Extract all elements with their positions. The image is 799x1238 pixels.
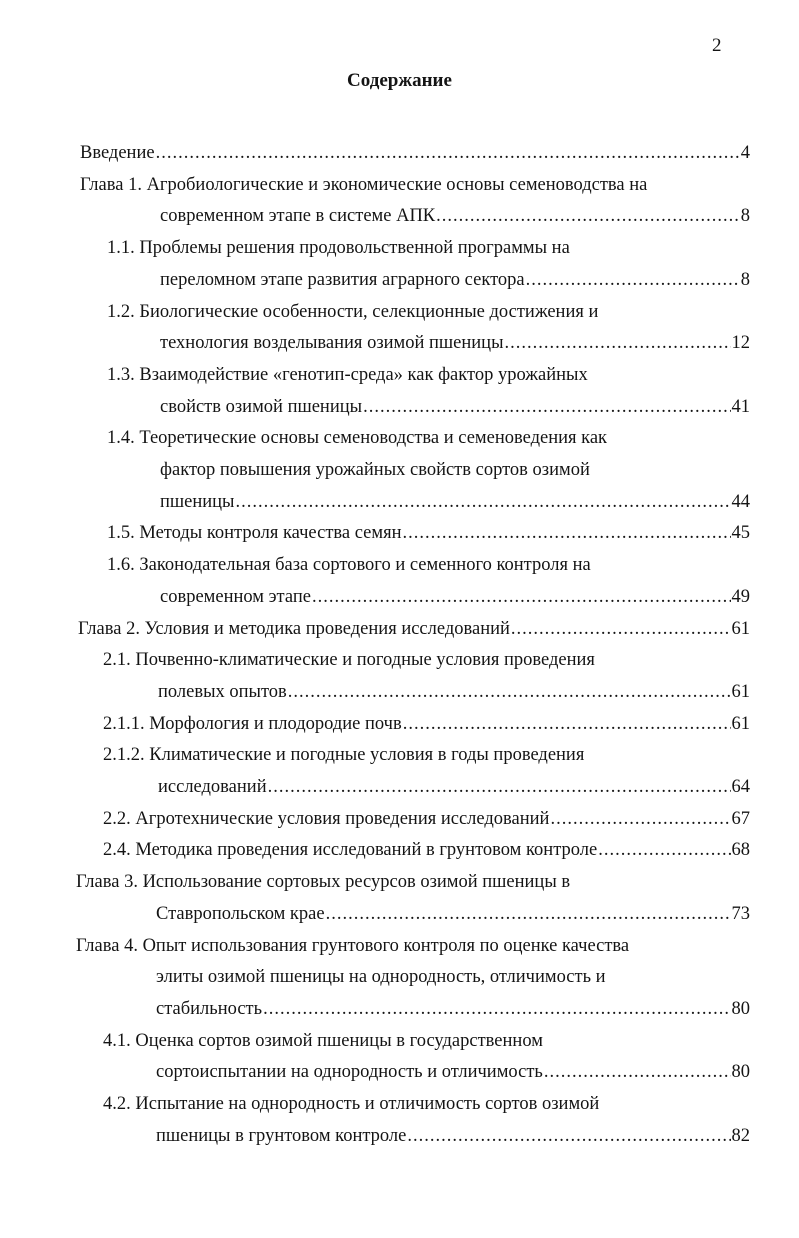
dot-leader (268, 774, 731, 800)
toc-line (160, 394, 750, 420)
dot-leader (505, 330, 731, 356)
toc-line (160, 330, 750, 356)
toc-line (107, 362, 588, 388)
toc-line (156, 996, 750, 1022)
toc-entry-text: элиты озимой пшеницы на однородность, отличимость и (156, 967, 606, 988)
toc-line (103, 1091, 599, 1117)
dot-leader (312, 584, 731, 610)
toc-page-number: 67 (731, 808, 750, 829)
toc-line (107, 520, 750, 546)
toc-page-number: 80 (731, 998, 750, 1019)
toc-line (156, 1123, 750, 1149)
page-number: 2 (712, 35, 722, 56)
toc-page-number: 82 (731, 1125, 750, 1146)
toc-entry-text: 1.1. Проблемы решения продовольственной программы на (107, 238, 570, 259)
dot-leader (526, 267, 740, 293)
toc-entry-text: 4.1. Оценка сортов озимой пшеницы в государственном (103, 1030, 543, 1051)
toc-line (160, 584, 750, 610)
toc-entry-text: Введение (80, 143, 155, 163)
toc-entry-text: Глава 4. Опыт использования грунтового контроля по оценке качества (76, 935, 630, 956)
toc-page-number: 61 (731, 713, 750, 734)
toc-line (158, 774, 750, 800)
toc-entry-text: современном этапе в системе АПК (160, 206, 436, 227)
toc-line (160, 489, 750, 515)
toc-line (80, 172, 647, 198)
toc-entry-text: Ставропольском крае (156, 903, 325, 924)
dot-leader (363, 394, 730, 420)
page-title: Содержание (347, 70, 452, 91)
toc-page-number: 73 (731, 903, 750, 924)
toc-entry-text: 2.2. Агротехнические условия проведения исследований (103, 808, 550, 829)
toc-entry-text: исследований (158, 777, 267, 797)
toc-entry-text: сортоиспытании на однородность и отличимость (156, 1062, 543, 1083)
toc-page-number: 8 (740, 206, 750, 227)
dot-leader (326, 901, 731, 927)
toc-entry-text: 1.3. Взаимодействие «генотип-среда» как фактор урожайных (107, 364, 588, 385)
toc-line (80, 140, 750, 166)
toc-entry-text: 1.2. Биологические особенности, селекционные достижения и (107, 301, 599, 322)
toc-entry-text: Глава 3. Использование сортовых ресурсов озимой пшеницы в (76, 872, 571, 893)
toc-entry-text: 1.6. Законодательная база сортового и семенного контроля на (107, 555, 591, 576)
toc-page-number: 4 (740, 143, 750, 163)
toc-line (156, 901, 750, 927)
toc-line (76, 933, 629, 959)
toc-line (103, 1028, 543, 1054)
toc-page-number: 61 (731, 618, 750, 639)
toc-page-number: 8 (740, 269, 750, 290)
toc-line (76, 869, 570, 895)
toc-line (156, 1059, 750, 1085)
toc-page-number: 44 (731, 491, 750, 512)
dot-leader (288, 679, 731, 705)
dot-leader (436, 203, 740, 229)
toc-line (103, 647, 595, 673)
dot-leader (263, 996, 730, 1022)
toc-entry-text: свойств озимой пшеницы (160, 396, 363, 417)
toc-line (107, 235, 570, 261)
toc-entry-text: Глава 1. Агробиологические и экономические основы семеноводства на (80, 174, 648, 195)
toc-page-number: 49 (731, 586, 750, 607)
toc-page-number: 41 (731, 396, 750, 417)
dot-leader (403, 711, 731, 737)
toc-entry-text: Глава 2. Условия и методика проведения исследований (78, 618, 510, 639)
toc-entry-text: полевых опытов (158, 681, 287, 702)
toc-line (107, 552, 591, 578)
toc-line (103, 806, 750, 832)
toc-entry-text: пшеницы в грунтовом контроле (156, 1125, 407, 1146)
toc-entry-text: 2.1.2. Климатические и погодные условия в годы проведения (103, 745, 585, 766)
toc-line (103, 837, 750, 863)
toc-line (107, 299, 598, 325)
dot-leader (236, 489, 731, 515)
toc-line (160, 457, 590, 483)
toc-entry-text: переломном этапе развития аграрного сектора (160, 269, 525, 290)
toc-line (160, 267, 750, 293)
toc-entry-text: технология возделывания озимой пшеницы (160, 333, 504, 354)
dot-leader (544, 1059, 731, 1085)
toc-entry-text: фактор повышения урожайных свойств сортов озимой (160, 460, 590, 480)
toc-entry-text: 2.1. Почвенно-климатические и погодные условия проведения (103, 650, 595, 671)
toc-line (160, 203, 750, 229)
dot-leader (156, 140, 740, 166)
toc-entry-text: стабильность (156, 998, 263, 1019)
dot-leader (403, 520, 731, 546)
toc-line (78, 616, 750, 642)
toc-page-number: 68 (731, 840, 750, 861)
dot-leader (550, 806, 730, 832)
toc-entry-text: 4.2. Испытание на однородность и отличимость сортов озимой (103, 1094, 600, 1114)
toc-line (103, 711, 750, 737)
toc-line (107, 425, 607, 451)
toc-entry-text: 1.5. Методы контроля качества семян (107, 523, 402, 544)
toc-page-number: 12 (731, 333, 750, 354)
toc-page-number: 61 (731, 681, 750, 702)
toc-entry-text: 2.1.1. Морфология и плодородие почв (103, 713, 402, 734)
toc-line (156, 964, 606, 990)
toc-entry-text: современном этапе (160, 586, 311, 607)
toc-entry-text: 2.4. Методика проведения исследований в грунтовом контроле (103, 840, 598, 861)
toc-line (103, 742, 584, 768)
toc-page-number: 64 (731, 777, 750, 797)
toc-line (158, 679, 750, 705)
toc-entry-text: 1.4. Теоретические основы семеноводства и семеноведения как (107, 428, 608, 449)
toc-page-number: 45 (731, 523, 750, 544)
toc-entry-text: пшеницы (160, 491, 235, 512)
dot-leader (598, 837, 730, 863)
dot-leader (407, 1123, 730, 1149)
dot-leader (511, 616, 731, 642)
toc-page-number: 80 (731, 1062, 750, 1083)
